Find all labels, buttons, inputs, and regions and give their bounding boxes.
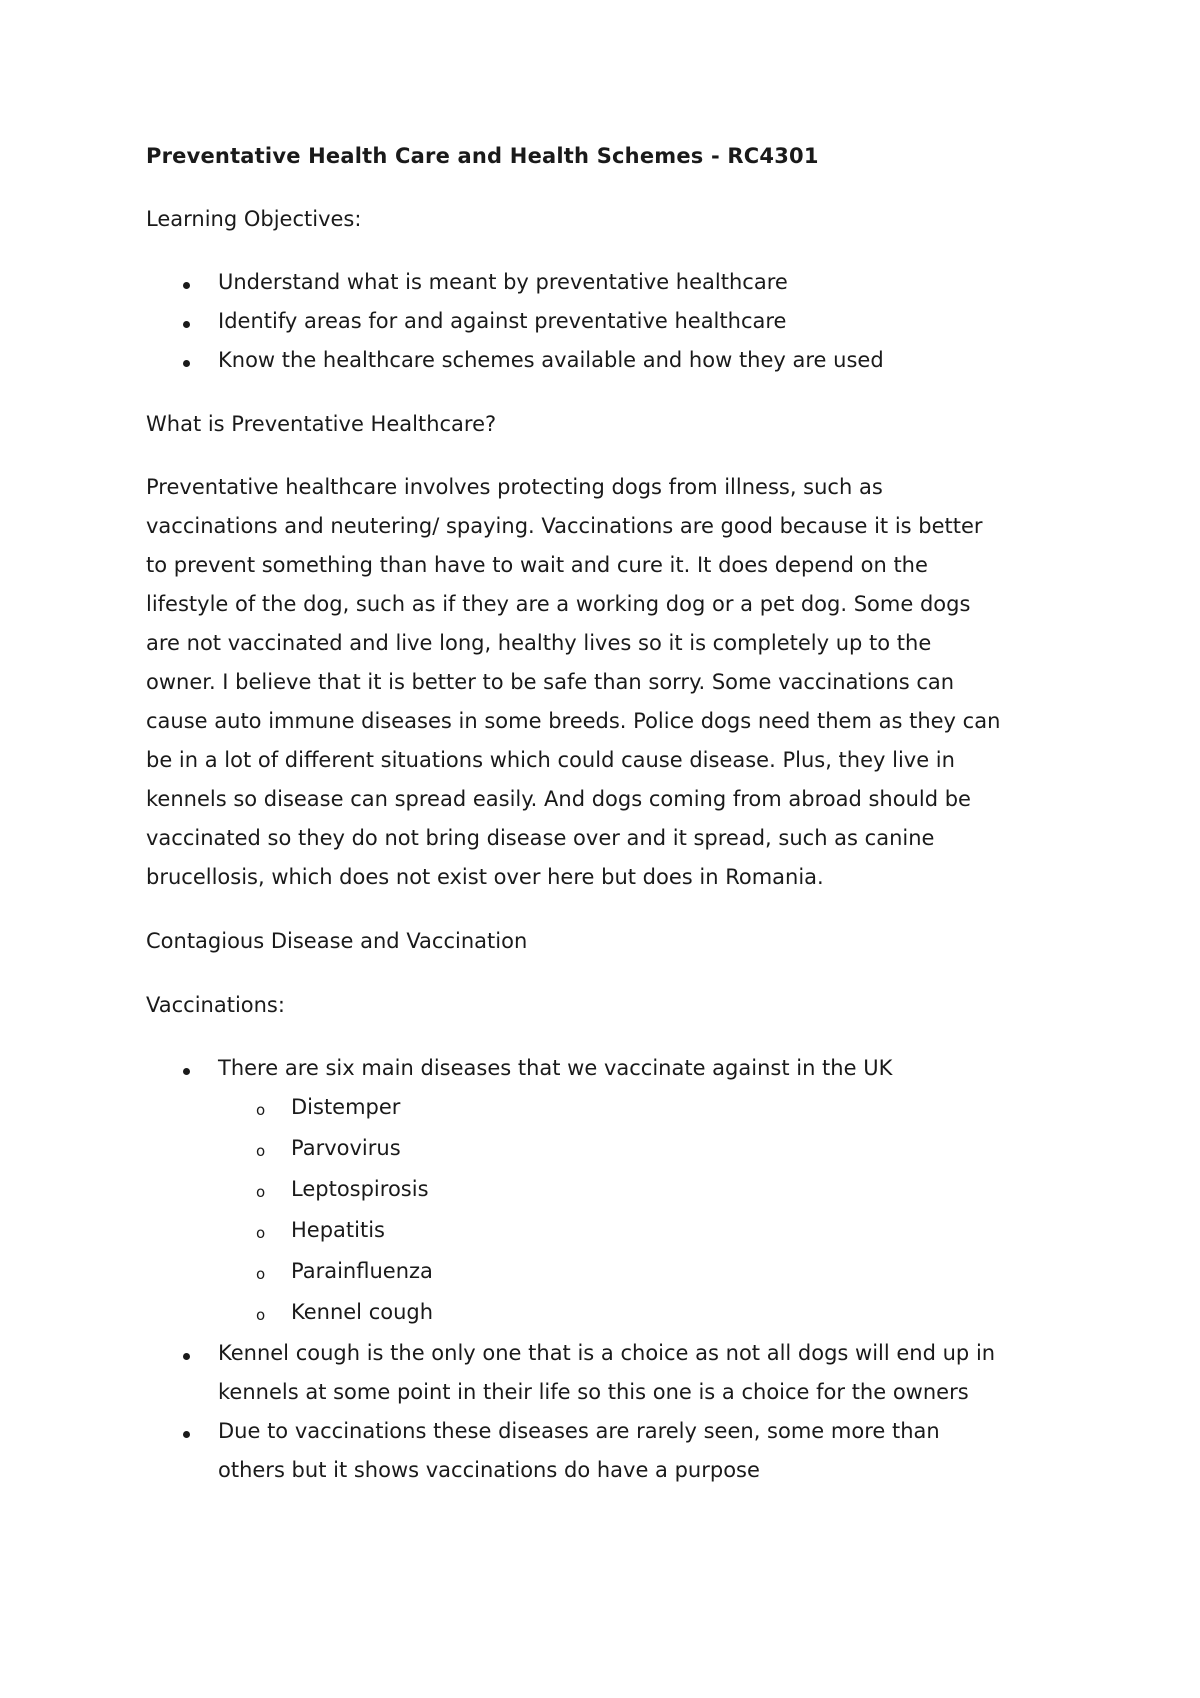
- vaccination-bullet-line: Due to vaccinations these diseases are rarely seen, some more than: [218, 1419, 940, 1443]
- objective-item: Identify areas for and against preventative healthcare: [218, 309, 787, 333]
- vaccinations-heading: Vaccinations:: [146, 993, 285, 1017]
- paragraph-line: be in a lot of different situations which could cause disease. Plus, they live in: [146, 748, 955, 772]
- paragraph-line: vaccinated so they do not bring disease over and it spread, such as canine: [146, 826, 935, 850]
- sub-bullet-icon: o: [256, 1101, 266, 1119]
- disease-item: Distemper: [291, 1095, 401, 1119]
- bullet-icon: [183, 282, 190, 289]
- vaccination-bullet-line: others but it shows vaccinations do have a purpose: [218, 1458, 760, 1482]
- paragraph-line: vaccinations and neutering/ spaying. Vaccinations are good because it is better: [146, 514, 983, 538]
- sub-bullet-icon: o: [256, 1224, 266, 1242]
- disease-item: Kennel cough: [291, 1300, 434, 1324]
- paragraph-line: kennels so disease can spread easily. And dogs coming from abroad should be: [146, 787, 971, 811]
- paragraph-line: lifestyle of the dog, such as if they are a working dog or a pet dog. Some dogs: [146, 592, 971, 616]
- paragraph-line: are not vaccinated and live long, healthy lives so it is completely up to the: [146, 631, 932, 655]
- objective-item: Understand what is meant by preventative healthcare: [218, 270, 788, 294]
- learning-objectives-heading: Learning Objectives:: [146, 207, 362, 231]
- sub-bullet-icon: o: [256, 1306, 266, 1324]
- paragraph-line: Preventative healthcare involves protecting dogs from illness, such as: [146, 475, 883, 499]
- vaccination-bullet-line: kennels at some point in their life so this one is a choice for the owners: [218, 1380, 969, 1404]
- vaccination-bullet-line: Kennel cough is the only one that is a choice as not all dogs will end up in: [218, 1341, 996, 1365]
- sub-bullet-icon: o: [256, 1142, 266, 1160]
- sub-bullet-icon: o: [256, 1183, 266, 1201]
- bullet-icon: [183, 321, 190, 328]
- section-heading: Contagious Disease and Vaccination: [146, 929, 528, 953]
- disease-item: Leptospirosis: [291, 1177, 429, 1201]
- section-heading: What is Preventative Healthcare?: [146, 412, 497, 436]
- paragraph-line: to prevent something than have to wait and cure it. It does depend on the: [146, 553, 928, 577]
- bullet-icon: [183, 1431, 190, 1438]
- paragraph-line: brucellosis, which does not exist over here but does in Romania.: [146, 865, 824, 889]
- bullet-icon: [183, 1068, 190, 1075]
- disease-item: Parvovirus: [291, 1136, 401, 1160]
- document-title: Preventative Health Care and Health Schemes - RC4301: [146, 144, 819, 168]
- disease-item: Parainfluenza: [291, 1259, 433, 1283]
- sub-bullet-icon: o: [256, 1265, 266, 1283]
- paragraph-line: owner. I believe that it is better to be safe than sorry. Some vaccinations can: [146, 670, 955, 694]
- bullet-icon: [183, 1353, 190, 1360]
- paragraph-line: cause auto immune diseases in some breeds. Police dogs need them as they can: [146, 709, 1001, 733]
- bullet-icon: [183, 360, 190, 367]
- vaccination-bullet: There are six main diseases that we vaccinate against in the UK: [218, 1056, 893, 1080]
- objective-item: Know the healthcare schemes available and how they are used: [218, 348, 884, 372]
- disease-item: Hepatitis: [291, 1218, 385, 1242]
